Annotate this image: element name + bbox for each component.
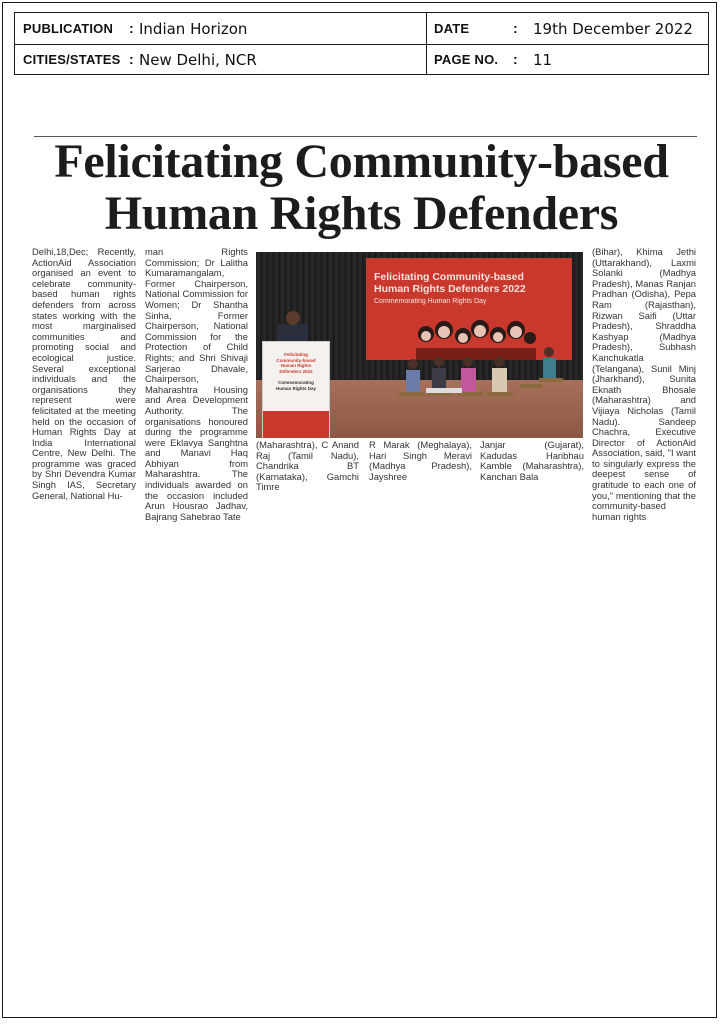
clipping-header — [14, 12, 709, 75]
podium-text — [267, 352, 325, 391]
publication-value: Indian Horizon — [139, 20, 248, 38]
cities-colon: : — [129, 51, 134, 67]
headline-line-1: Felicitating Community-based — [54, 135, 669, 188]
date-colon: : — [513, 20, 518, 36]
date-label: DATE — [434, 21, 470, 36]
headline-line-2: Human Rights Defenders — [104, 187, 619, 240]
podium-line-1: Felicitating — [284, 352, 308, 357]
podium-line-5: Commemorating — [278, 380, 314, 385]
article-column-6: (Bihar), Khima Jethi (Uttarakhand), Laxmi Solanki (Madhya Pradesh), Manas Ranjan Pradhan (Odisha), Pepa Ram (Rajasthan), Rizwan Saifi (Uttar Pradesh), Shraddha Kashyap (Madhya Pradesh), Subhash Kanchukatla (Telangana), Sunil Minj (Jharkhand), Sunita Eknath Bhosale (Maharashtra) and Vijiaya Nicholas (Tamil Nadu). Sandeep Chachra, Executive Director of ActionAid Association, said, "I want to singularly express the deepest sense of gratitude to each one of you," mentioning that the community-based human rights — [592, 246, 696, 522]
header-row-cities — [15, 44, 708, 75]
podium-line-6: Human Rights Day — [275, 385, 316, 391]
cities-label: CITIES/STATES — [23, 52, 121, 67]
event-photo — [256, 252, 583, 438]
podium — [262, 341, 330, 438]
banner-title-line-2: Human Rights Defenders 2022 — [374, 283, 526, 295]
cities-value: New Delhi, NCR — [139, 51, 257, 69]
page-colon: : — [513, 51, 518, 67]
date-value: 19th December 2022 — [533, 20, 693, 38]
page-label: PAGE NO. — [434, 52, 499, 67]
podium-band — [263, 411, 329, 438]
podium-line-3: Human Rights — [280, 363, 312, 368]
podium-line-4: Defenders 2022 — [279, 368, 313, 374]
header-row-publication — [15, 13, 708, 45]
header-divider — [426, 13, 427, 74]
publication-colon: : — [129, 20, 134, 36]
article-column-1: Delhi,18,Dec; Recently, ActionAid Association organised an event to celebrate community-based human rights defenders from across states working with the most marginalised communities and promoting social and ecological justice. Several exceptional individuals and the organisations they represent were felicitated at the meeting held on the occasion of Human Rights Day at India International Centre, New Delhi. The programme was graced by Shri Devendra Kumar Singh IAS, Secretary General, National Hu- — [32, 246, 136, 501]
banner-subtitle: Commemorating Human Rights Day — [374, 298, 487, 305]
publication-label: PUBLICATION — [23, 21, 114, 36]
podium-line-2: Community-based — [276, 357, 316, 363]
page-value: 11 — [533, 51, 553, 69]
article-headline — [20, 136, 703, 240]
article-column-4: R Marak (Meghalaya), Hari Singh Meravi (Madhya Pradesh), Jayshree — [369, 439, 472, 482]
article-column-5: Janjar (Gujarat), Kadudas Haribhau Kamble (Maharashtra), Kanchan Bala — [480, 439, 584, 482]
banner-title-line-1: Felicitating Community-based — [374, 271, 524, 283]
article-column-3: (Maharashtra), C Anand Raj (Tamil Nadu), Chandrika BT (Karnataka), Gamchi Timre — [256, 439, 359, 493]
article-column-2: man Rights Commission; Dr Lalitha Kumaramangalam, Former Chairperson, National Commission for Women; Dr Shantha Sinha, Former Chairperson, National Commission for the Protection of Child Rights; and Shri Shivaji Sarjerao Dhavale, Chairperson, Maharashtra Housing and Area Development Authority. The organisations honoured during the programme were Eklavya Sanghtna and Manavi Haq Abhiyan from Maharashtra. The individuals awarded on the occasion included Arun Housrao Jadhav, Bajrang Sahebrao Tate — [145, 246, 248, 522]
